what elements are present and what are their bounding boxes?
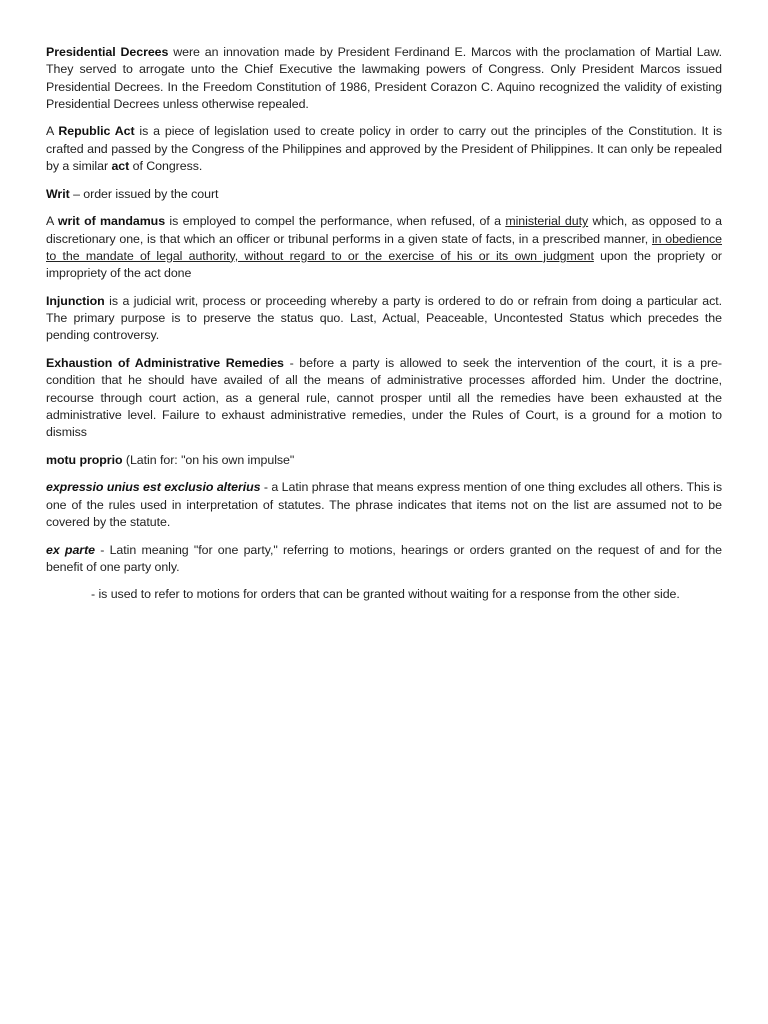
definition-ex-parte: - Latin meaning "for one party," referring to motions, hearings or orders granted on the request of and for the benefit of one party only. [46,542,723,574]
paragraph-ex-parte-note [46,586,722,603]
paragraph-motu-proprio [46,452,722,469]
definition-republic-act-end: of Congress. [129,159,203,174]
paragraph-writ [46,186,722,203]
paragraph-expressio-unius [46,479,722,531]
term-exhaustion: Exhaustion of Administrative Remedies [46,355,284,370]
paragraph-republic-act [46,123,722,175]
term-writ-of-mandamus: writ of mandamus [57,214,166,229]
term-ex-parte: ex parte [46,542,95,557]
paragraph-presidential-decrees [46,44,722,113]
definition-ex-parte-note: - is used to refer to motions for orders that can be granted without waiting for a response from the other side. [91,587,680,602]
term-injunction: Injunction [46,293,105,308]
article-a: A [46,214,58,229]
definition-mandamus-part1: is employed to compel the performance, when refused, of a [165,214,506,229]
definition-republic-act: is a piece of legislation used to create policy in order to carry out the principles of the Constitution. It is crafted and passed by the Congress of the Philippines and approved by the President of Philippines. It can only be repealed by a similar [46,124,722,174]
paragraph-writ-of-mandamus [46,213,722,282]
article-a: A [46,124,59,139]
definition-writ: – order issued by the court [69,186,219,201]
term-act: act [111,159,130,174]
definition-presidential-decrees: were an innovation made by President Ferdinand E. Marcos with the proclamation of Martial Law. They served to arrogate unto the Chief Executive the lawmaking powers of Congress. Only President Marcos issued Presidential Decrees. In the Freedom Constitution of 1986, President Corazon C. Aquino recognized the validity of existing Presidential Decrees unless otherwise repealed. [46,45,722,111]
term-writ: Writ [46,186,70,201]
paragraph-injunction [46,293,722,345]
term-motu-proprio: motu proprio [46,452,123,467]
document-page [46,44,722,614]
underlined-ministerial-duty: ministerial duty [505,214,589,229]
term-expressio-unius: expressio unius est exclusio alterius [46,480,261,495]
underlined-legal-authority: in obedience to the mandate of legal authority, without regard to or the exercise of his or its own judgment [46,231,722,263]
definition-mandamus-part2: which, as opposed to a discretionary one, is that which an officer or tribunal performs in a given state of facts, in a prescribed manner, [46,214,722,246]
paragraph-exhaustion [46,355,722,441]
term-presidential-decrees: Presidential Decrees [46,45,169,59]
definition-mandamus-part3: upon the propriety or impropriety of the act done [46,248,722,281]
definition-expressio-unius: - a Latin phrase that means express mention of one thing excludes all others. This is one of the rules used in interpretation of statutes. The phrase indicates that items not on the list are assumed not to be covered by the statute. [46,480,722,529]
definition-motu-proprio: (Latin for: "on his own impulse" [122,452,295,467]
paragraph-ex-parte [46,542,722,577]
term-republic-act: Republic Act [58,124,135,139]
definition-injunction: is a judicial writ, process or proceeding whereby a party is ordered to do or refrain from doing a particular act. The primary purpose is to preserve the status quo. Last, Actual, Peaceable, Uncontested Status which precedes the pending controversy. [46,293,722,343]
definition-exhaustion: - before a party is allowed to seek the intervention of the court, it is a pre-condition that he should have availed of all the means of administrative processes afforded him. Under the doctrine, recourse through court action, as a general rule, cannot prosper until all the remedies have been exhausted at the administrative level. Failure to exhaust administrative remedies, under the Rules of Court, is a ground for a motion to dismiss [46,355,723,440]
